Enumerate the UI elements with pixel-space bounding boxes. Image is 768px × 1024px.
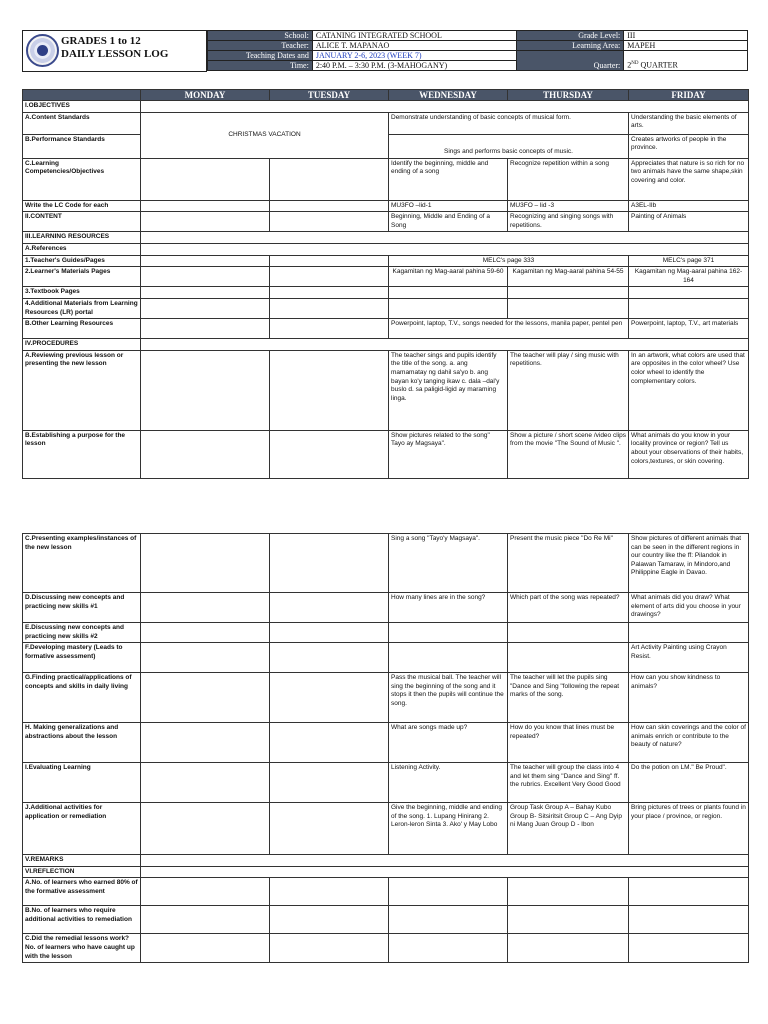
- deped-seal-icon: [26, 34, 59, 67]
- cell: Show pictures of different animals that can be seen in the different regions in our country like the ff: Pilandok in Palawan Tamaraw, in Mindoro,and Philippine Eagle in Davao.: [629, 534, 749, 593]
- cell: Do the potion on LM." Be Proud".: [629, 763, 749, 803]
- row-label: 3.Textbook Pages: [23, 287, 141, 299]
- cell: What animals do you know in your locality province or region? Tell us about your observations of their habits, colors,textures, or skin covering.: [629, 430, 749, 478]
- row-label: I.OBJECTIVES: [23, 101, 141, 113]
- row-label: D.Discussing new concepts and practicing new skills #1: [23, 593, 141, 623]
- row-label: C.Presenting examples/instances of the new lesson: [23, 534, 141, 593]
- cell: Present the music piece "Do Re Mi": [508, 534, 629, 593]
- area-value: MAPEH: [624, 41, 748, 51]
- cell: Show pictures related to the song" Tayo ay Magsaya".: [389, 430, 508, 478]
- school-value: CATANING INTEGRATED SCHOOL: [312, 31, 516, 41]
- cell: Recognize repetition within a song: [508, 158, 629, 200]
- teacher-label: Teacher:: [208, 41, 313, 51]
- dates-value: JANUARY 2-6, 2023 (WEEK 7): [312, 51, 516, 61]
- quarter-label: Quarter:: [516, 51, 624, 71]
- row-label: H. Making generalizations and abstractions about the lesson: [23, 723, 141, 763]
- lesson-log-table-2: [22, 533, 749, 963]
- cell: Pass the musical ball. The teacher will sing the beginning of the song and it stops it then the pupils will continue the song.: [389, 673, 508, 723]
- cell: What animals did you draw? What element of arts did you choose in your drawings?: [629, 593, 749, 623]
- cell: Powerpoint, laptop, T.V., songs needed for the lessons, manila paper, pentel pen: [389, 319, 629, 339]
- cell: Beginning, Middle and Ending of a Song: [389, 212, 508, 232]
- cell: Sings and performs basic concepts of music.: [389, 134, 629, 158]
- lesson-log-table-1: [22, 89, 749, 479]
- row-label: VI.REFLECTION: [23, 866, 141, 878]
- cell: In an artwork, what colors are used that are opposites in the color wheel? Use color wheel to identify the complementary colors.: [629, 350, 749, 430]
- cell: MELC's page 371: [629, 255, 749, 267]
- quarter-number: 2: [627, 61, 632, 70]
- christmas-vacation: CHRISTMAS VACATION: [141, 112, 389, 158]
- cell: How do you know that lines must be repeated?: [508, 723, 629, 763]
- cell: MU3FO – lid -3: [508, 200, 629, 212]
- quarter-suffix: ND: [631, 61, 639, 67]
- row-label: C.Learning Competencies/Objectives: [23, 158, 141, 200]
- day-monday: MONDAY: [141, 90, 270, 101]
- day-friday: FRIDAY: [629, 90, 749, 101]
- row-label: C.Did the remedial lessons work?No. of learners who have caught up with the lesson: [23, 934, 141, 963]
- cell: How can you show kindness to animals?: [629, 673, 749, 723]
- row-label: B.Performance Standards: [23, 134, 141, 158]
- day-tuesday: TUESDAY: [270, 90, 389, 101]
- row-label: B.No. of learners who require additional activities to remediation: [23, 906, 141, 934]
- cell: Identify the beginning, middle and ending of a song: [389, 158, 508, 200]
- dates-label: Teaching Dates and: [208, 51, 313, 61]
- header: [22, 30, 748, 72]
- row-label: A.No. of learners who earned 80% of the formative assessment: [23, 878, 141, 906]
- cell: Painting of Animals: [629, 212, 749, 232]
- row-label: III.LEARNING RESOURCES: [23, 232, 141, 244]
- row-label: B.Establishing a purpose for the lesson: [23, 430, 141, 478]
- cell: How can skin coverings and the color of animals enrich or contribute to the beauty of nature?: [629, 723, 749, 763]
- grade-value: III: [624, 31, 748, 41]
- row-label: A.Reviewing previous lesson or presenting the new lesson: [23, 350, 141, 430]
- cell: Kagamitan ng Mag-aaral pahina 59-60: [389, 267, 508, 287]
- cell: The teacher will let the pupils sing "Dance and Sing "following the repeat marks of the song.: [508, 673, 629, 723]
- cell: What are songs made up?: [389, 723, 508, 763]
- cell: Listening Activity.: [389, 763, 508, 803]
- cell: The teacher will play / sing music with repetitions.: [508, 350, 629, 430]
- cell: Appreciates that nature is so rich for no two animals have the same shape,skin covering and color.: [629, 158, 749, 200]
- title-line-2: DAILY LESSON LOG: [61, 48, 169, 60]
- area-label: Learning Area:: [516, 41, 624, 51]
- cell: Kagamitan ng Mag-aaral pahina 162-164: [629, 267, 749, 287]
- cell: Art Activity Painting using Crayon Resist.: [629, 643, 749, 673]
- cell: How many lines are in the song?: [389, 593, 508, 623]
- cell: A3EL-IIb: [629, 200, 749, 212]
- brand-box: [22, 30, 207, 72]
- cell: The teacher will group the class into 4 and let them sing "Dance and Sing" ff. the rubrics. Excellent Very Good Good: [508, 763, 629, 803]
- teacher-value: ALICE T. MAPANAO: [312, 41, 516, 51]
- cell: Sing a song "Tayo'y Magsaya".: [389, 534, 508, 593]
- row-label: IV.PROCEDURES: [23, 339, 141, 351]
- cell: Kagamitan ng Mag-aaral pahina 54-55: [508, 267, 629, 287]
- day-wednesday: WEDNESDAY: [389, 90, 508, 101]
- row-label: B.Other Learning Resources: [23, 319, 141, 339]
- cell: MU3FO –lid-1: [389, 200, 508, 212]
- cell: Powerpoint, laptop, T.V., art materials: [629, 319, 749, 339]
- row-label: A.Content Standards: [23, 112, 141, 134]
- grade-label: Grade Level:: [516, 31, 624, 41]
- title-line-1: GRADES 1 to 12: [61, 35, 141, 47]
- row-label: 4.Additional Materials from Learning Resources (LR) portal: [23, 298, 141, 318]
- cell: Demonstrate understanding of basic concepts of musical form.: [389, 112, 629, 134]
- quarter-value: [624, 51, 748, 71]
- row-label: II.CONTENT: [23, 212, 141, 232]
- row-label: V.REMARKS: [23, 855, 141, 867]
- row-label: G.Finding practical/applications of concepts and skills in daily living: [23, 673, 141, 723]
- cell: Which part of the song was repeated?: [508, 593, 629, 623]
- school-label: School:: [208, 31, 313, 41]
- cell: Creates artworks of people in the province.: [629, 134, 749, 158]
- cell: Bring pictures of trees or plants found in your place / province, or region.: [629, 803, 749, 855]
- cell: Recognizing and singing songs with repetitions.: [508, 212, 629, 232]
- cell: Give the beginning, middle and ending of the song. 1. Lupang Hinirang 2. Leron-leron Sinta 3. Ako' y May Lobo: [389, 803, 508, 855]
- quarter-word: QUARTER: [638, 61, 678, 70]
- header-info-table: [207, 30, 748, 71]
- cell: MELC's page 333: [389, 255, 629, 267]
- row-label: J.Additional activities for application or remediation: [23, 803, 141, 855]
- row-label: 1.Teacher's Guides/Pages: [23, 255, 141, 267]
- cell: Group Task Group A – Bahay Kubo Group B- Sitsiritsit Group C – Ang Dyip ni Mang Juan Group D - Ibon: [508, 803, 629, 855]
- cell: The teacher sings and pupils identify the title of the song. a. ang mamamatay ng dahil sa'yo b. ang bayan ko'y tanging ikaw c. dala –dal'y buslo d. sa paligid-ligid ay maraming linga.: [389, 350, 508, 430]
- row-label: F.Developing mastery (Leads to formative assessment): [23, 643, 141, 673]
- row-label: I.Evaluating Learning: [23, 763, 141, 803]
- corner-cell: [23, 90, 141, 101]
- time-value: 2:40 P.M. – 3:30 P.M. (3-MAHOGANY): [312, 61, 516, 71]
- day-header-row: [23, 90, 749, 101]
- row-label: E.Discussing new concepts and practicing new skills #2: [23, 623, 141, 643]
- row-label: 2.Learner's Materials Pages: [23, 267, 141, 287]
- row-label: Write the LC Code for each: [23, 200, 141, 212]
- day-thursday: THURSDAY: [508, 90, 629, 101]
- time-label: Time:: [208, 61, 313, 71]
- cell: Show a picture / short scene /video clips from the movie "The Sound of Music ".: [508, 430, 629, 478]
- row-label: A.References: [23, 243, 141, 255]
- cell: Understanding the basic elements of arts.: [629, 112, 749, 134]
